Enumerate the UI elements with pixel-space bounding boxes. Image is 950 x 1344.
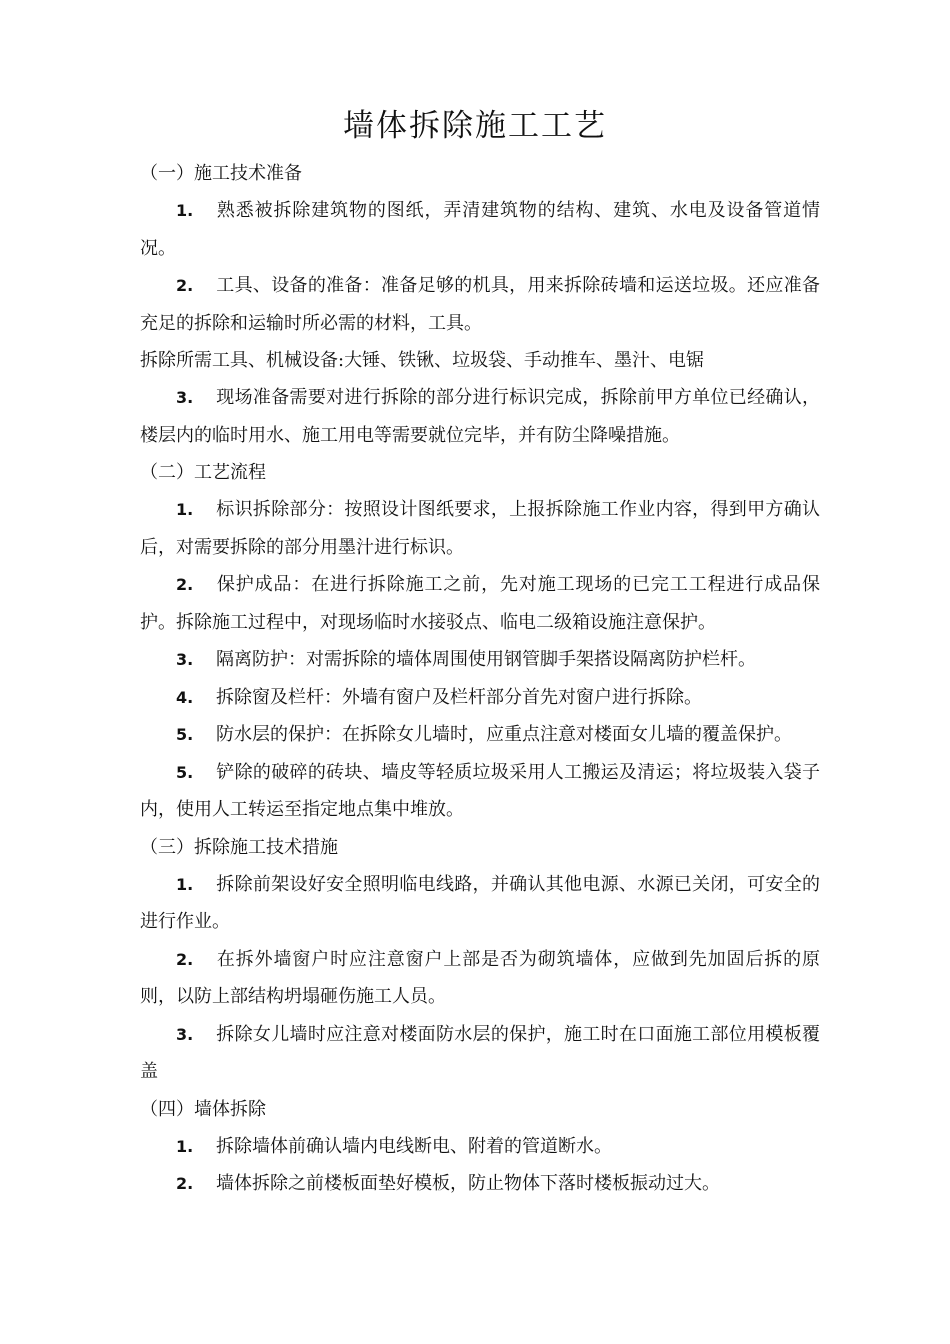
item-number: 2. [176, 1174, 194, 1193]
item-number: 2. [176, 949, 194, 969]
list-item [140, 941, 820, 1016]
item-text: 工具、设备的准备：准备足够的机具，用来拆除砖墙和运送垃圾。还应准备充足的拆除和运输时所必需的材料，工具。 [140, 275, 820, 334]
section-heading: （二）工艺流程 [140, 462, 266, 483]
item-text: 拆除前架设好安全照明临电线路，并确认其他电源、水源已关闭，可安全的进行作业。 [140, 873, 820, 932]
list-item [140, 716, 820, 754]
item-text: 熟悉被拆除建筑物的图纸，弄清建筑物的结构、建筑、水电及设备管道情况。 [140, 200, 820, 259]
list-item [140, 491, 820, 566]
list-item [140, 1165, 820, 1203]
list-item [140, 566, 820, 641]
item-text: 现场准备需要对进行拆除的部分进行标识完成，拆除前甲方单位已经确认，楼层内的临时用水、施工用电等需要就位完毕，并有防尘降噪措施。 [140, 387, 820, 446]
list-item [140, 1128, 820, 1166]
tools-note: 拆除所需工具、机械设备:大锤、铁锹、垃圾袋、手动推车、墨汁、电锯 [140, 350, 705, 371]
list-item [140, 267, 820, 342]
list-item [140, 866, 820, 941]
item-text: 防水层的保护：在拆除女儿墙时，应重点注意对楼面女儿墙的覆盖保护。 [216, 724, 792, 745]
item-text: 拆除女儿墙时应注意对楼面防水层的保护，施工时在口面施工部位用模板覆盖 [140, 1023, 820, 1082]
item-number: 1. [176, 500, 194, 519]
list-item [140, 641, 820, 679]
list-item [140, 679, 820, 717]
section-heading: （一）施工技术准备 [140, 163, 302, 184]
item-number: 2. [176, 276, 194, 295]
list-item [140, 192, 820, 267]
item-number: 1. [176, 201, 194, 220]
section-heading: （四）墙体拆除 [140, 1098, 266, 1120]
item-text: 保护成品：在进行拆除施工之前，先对施工现场的已完工工程进行成品保护。拆除施工过程中，对现场临时水接驳点、临电二级箱设施注意保护。 [140, 574, 820, 633]
item-text: 在拆外墙窗户时应注意窗户上部是否为砌筑墙体，应做到先加固后拆的原则，以防上部结构坍塌砸伤施工人员。 [140, 948, 820, 1007]
list-item [140, 379, 820, 454]
item-number: 5. [176, 762, 194, 782]
list-item [140, 754, 820, 829]
item-text: 拆除墙体前确认墙内电线断电、附着的管道断水。 [216, 1135, 612, 1157]
item-number: 3. [176, 388, 194, 407]
section-heading: （三）拆除施工技术措施 [140, 836, 338, 858]
item-number: 3. [176, 1024, 194, 1044]
item-number: 2. [176, 575, 194, 594]
item-number: 1. [176, 874, 194, 894]
list-item [140, 1016, 820, 1091]
item-text: 隔离防护：对需拆除的墙体周围使用钢管脚手架搭设隔离防护栏杆。 [216, 649, 756, 670]
item-text: 墙体拆除之前楼板面垫好模板，防止物体下落时楼板振动过大。 [216, 1173, 720, 1194]
item-text: 铲除的破碎的砖块、墙皮等轻质垃圾采用人工搬运及清运；将垃圾装入袋子内，使用人工转运至指定地点集中堆放。 [140, 761, 820, 820]
item-number: 3. [176, 650, 194, 669]
document-body [140, 155, 820, 1203]
item-number: 1. [176, 1136, 194, 1156]
document-title: 墙体拆除施工工艺 [343, 108, 607, 144]
item-text: 标识拆除部分：按照设计图纸要求，上报拆除施工作业内容，得到甲方确认后，对需要拆除的部分用墨汁进行标识。 [140, 499, 820, 558]
item-text: 拆除窗及栏杆：外墙有窗户及栏杆部分首先对窗户进行拆除。 [216, 686, 702, 708]
item-number: 4. [176, 687, 194, 707]
item-number: 5. [176, 725, 194, 744]
